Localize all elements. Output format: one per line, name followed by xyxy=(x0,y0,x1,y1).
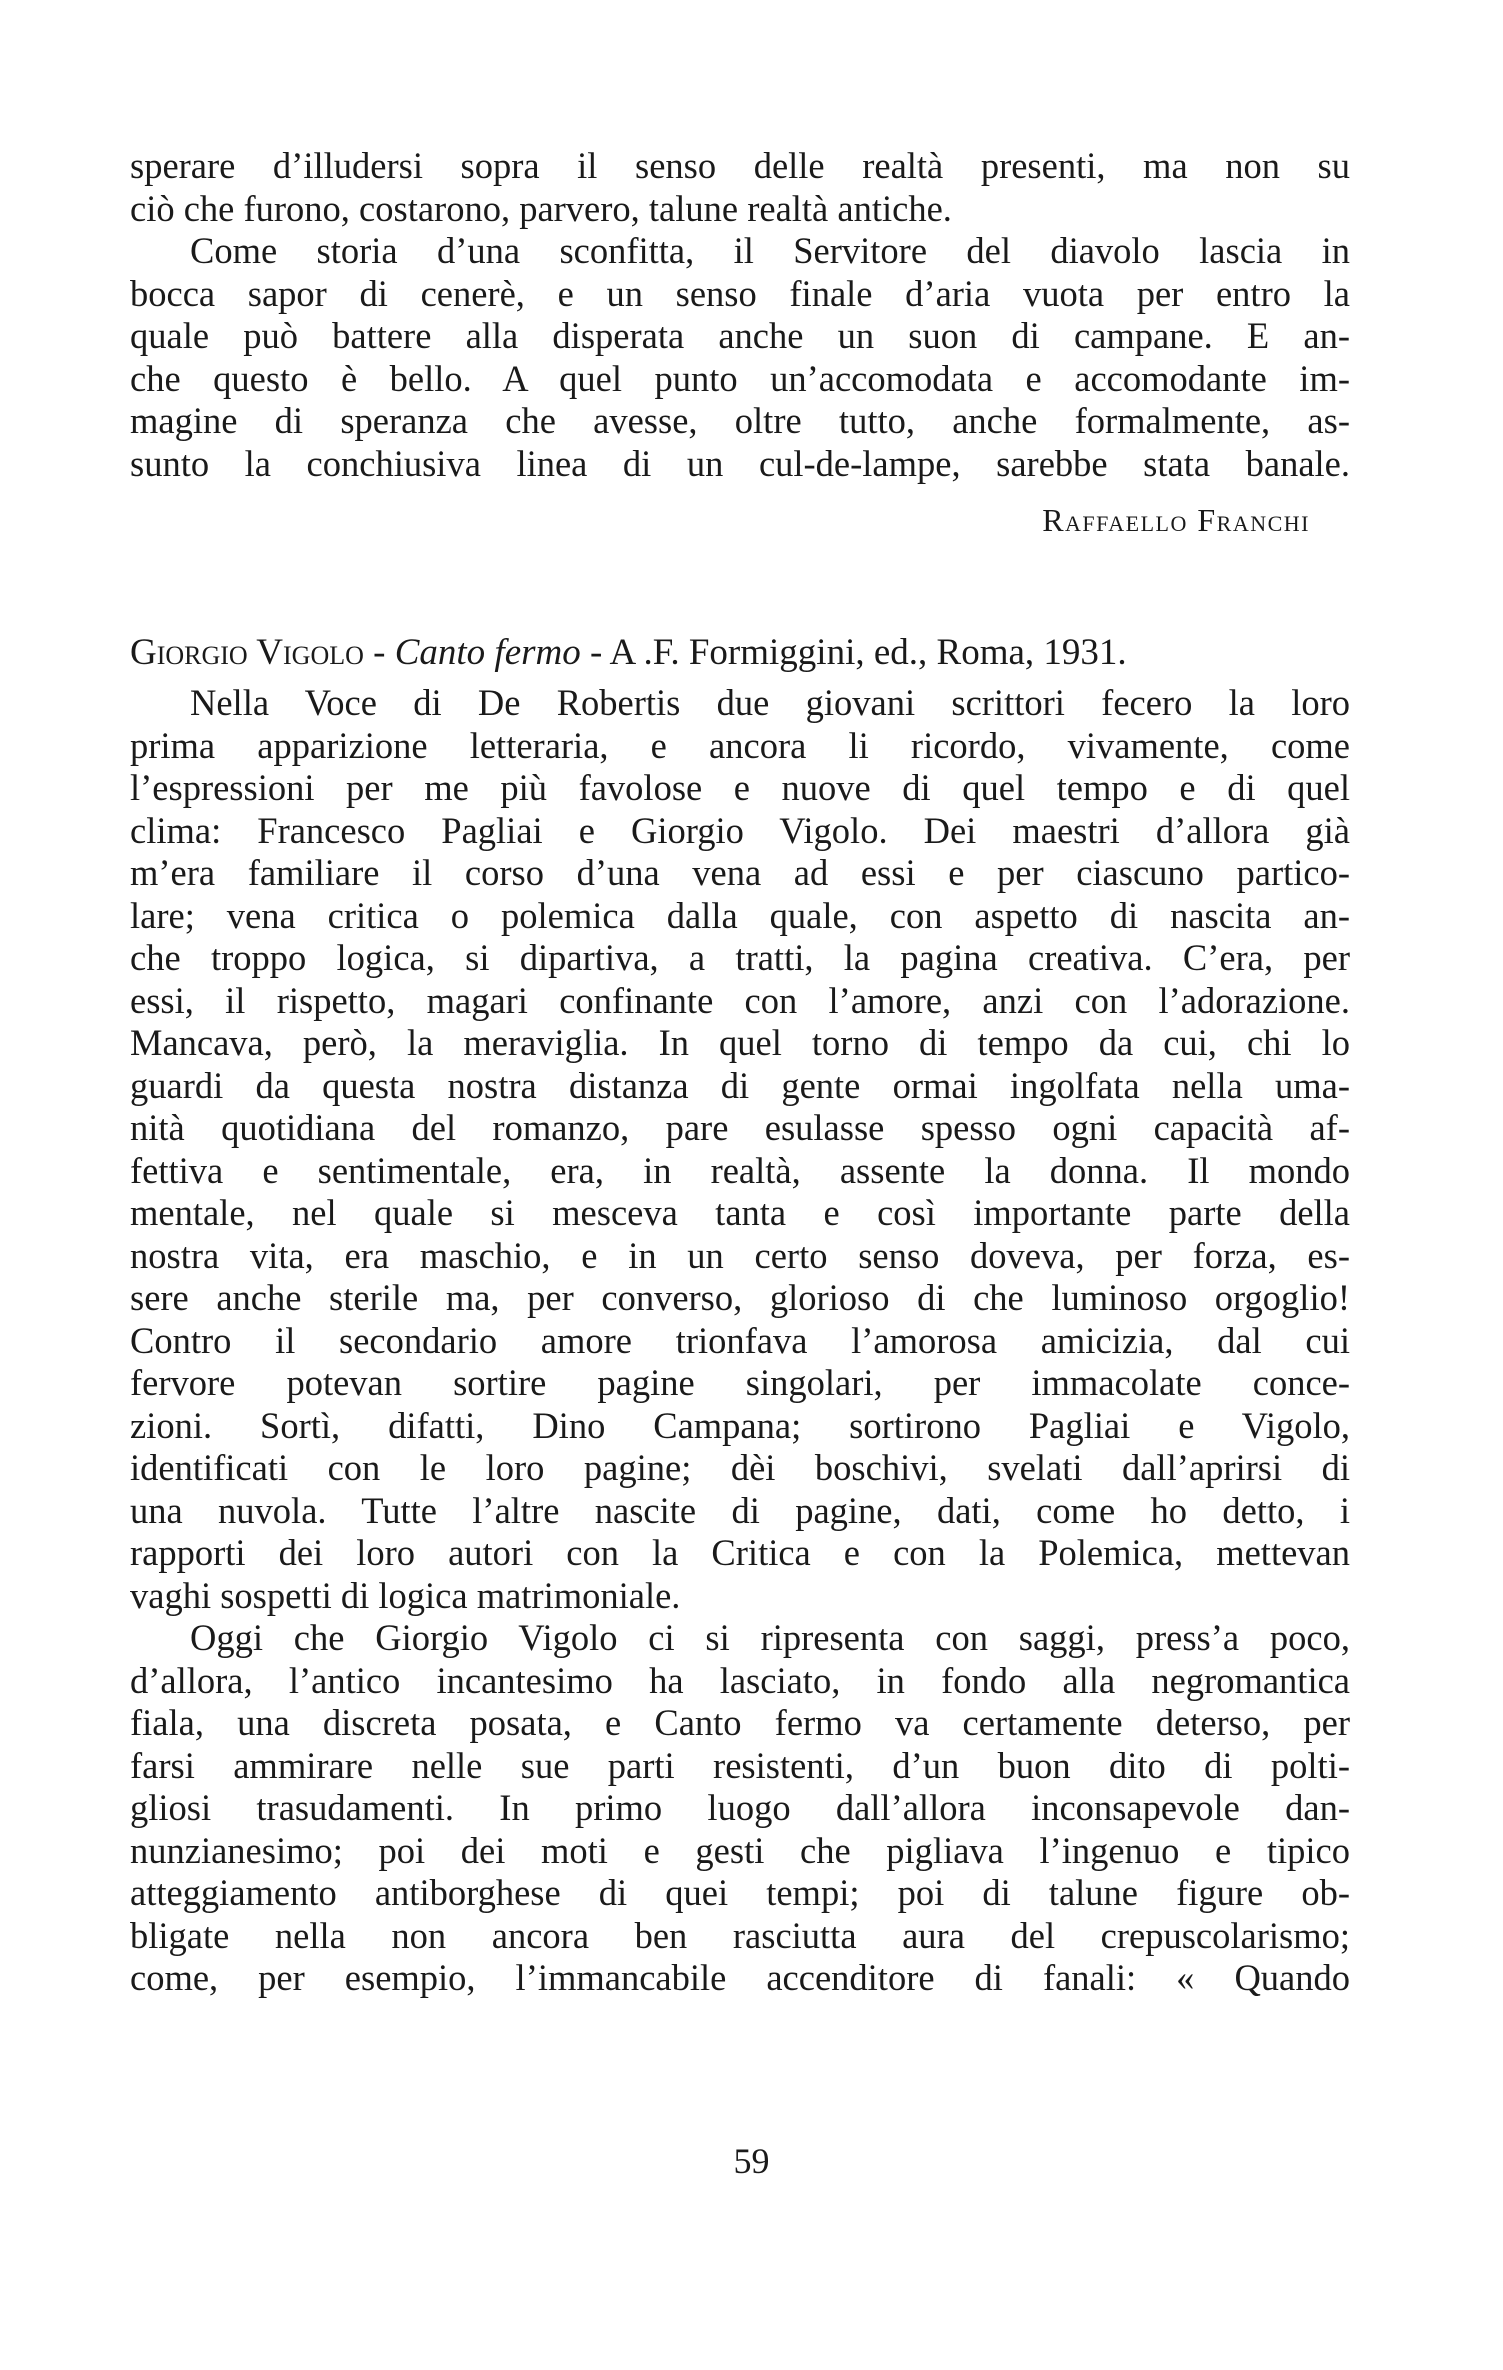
page-body xyxy=(130,145,1350,2000)
text-line: gliosi trasudamenti. In primo luogo dall’allora inconsapevole dan- xyxy=(130,1787,1350,1828)
text-line: fettiva e sentimentale, era, in realtà, assente la donna. Il mondo xyxy=(130,1149,1350,1191)
text-line: sperare d’illudersi sopra il senso delle realtà presenti, ma non su xyxy=(130,145,1350,186)
text-line: nostra vita, era maschio, e in un certo senso doveva, per forza, es- xyxy=(130,1234,1350,1276)
text-line: nità quotidiana del romanzo, pare esulasse spesso ogni capacità af- xyxy=(130,1107,1350,1148)
text-line: sunto la conchiusiva linea di un cul-de-lampe, sarebbe stata banale. xyxy=(130,442,1350,484)
review-signature: Raffaello Franchi xyxy=(1042,502,1310,538)
review-continuation xyxy=(130,145,1350,542)
text-line: Oggi che Giorgio Vigolo ci si ripresenta con saggi, press’a poco, xyxy=(190,1617,1350,1658)
text-line: Mancava, però, la meraviglia. In quel torno di tempo da cui, chi lo xyxy=(130,1022,1350,1063)
review-author: Giorgio Vigolo xyxy=(130,631,364,673)
text-line: che troppo logica, si dipartiva, a tratti, la pagina creativa. C’era, per xyxy=(130,937,1350,978)
page-number: 59 xyxy=(733,2141,770,2181)
text-line: d’allora, l’antico incantesimo ha lasciato, in fondo alla negromantica xyxy=(130,1659,1350,1701)
text-line: atteggiamento antiborghese di quei tempi; poi di talune figure ob- xyxy=(130,1872,1350,1913)
text-line: vaghi sospetti di logica matrimoniale. xyxy=(130,1574,681,1616)
text-line: ciò che furono, costarono, parvero, talune realtà antiche. xyxy=(130,187,952,229)
text-line: identificati con le loro pagine; dèi boschivi, svelati dall’aprirsi di xyxy=(130,1447,1350,1488)
heading-separator: - xyxy=(580,631,610,673)
text-line: bligate nella non ancora ben rasciutta aura del crepuscolarismo; xyxy=(130,1914,1350,1956)
text-line: rapporti dei loro autori con la Critica e con la Polemica, mettevan xyxy=(130,1532,1350,1573)
text-line: essi, il rispetto, magari confinante con l’amore, anzi con l’adorazione. xyxy=(130,979,1350,1021)
text-line: farsi ammirare nelle sue parti resistenti, d’un buon dito di polti- xyxy=(130,1744,1350,1786)
text-line: lare; vena critica o polemica dalla quale, con aspetto di nascita an- xyxy=(130,894,1350,936)
text-line: guardi da questa nostra distanza di gente ormai ingolfata nella uma- xyxy=(130,1064,1350,1106)
text-line: nunzianesimo; poi dei moti e gesti che pigliava l’ingenuo e tipico xyxy=(130,1829,1350,1871)
text-line: clima: Francesco Pagliai e Giorgio Vigolo. Dei maestri d’allora già xyxy=(130,809,1350,851)
text-line: fiala, una discreta posata, e Canto fermo va certamente deterso, per xyxy=(130,1702,1350,1743)
text-line: zioni. Sortì, difatti, Dino Campana; sortirono Pagliai e Vigolo, xyxy=(130,1404,1350,1446)
text-line: che questo è bello. A quel punto un’accomodata e accomodante im- xyxy=(130,357,1350,399)
text-line: sere anche sterile ma, per converso, glorioso di che luminoso orgoglio! xyxy=(130,1277,1350,1318)
text-line: magine di speranza che avesse, oltre tutto, anche formalmente, as- xyxy=(130,400,1350,441)
review-book-title: Canto fermo xyxy=(394,631,581,673)
text-line: Contro il secondario amore trionfava l’amorosa amicizia, dal cui xyxy=(130,1319,1350,1361)
review-paragraph-1 xyxy=(130,682,1350,1617)
review-heading xyxy=(130,632,1350,675)
review-publisher: A .F. Formiggini, ed., Roma, 1931. xyxy=(609,631,1127,673)
text-line: fervore potevan sortire pagine singolari, per immacolate conce- xyxy=(130,1362,1350,1403)
text-line: l’espressioni per me più favolose e nuove di quel tempo e di quel xyxy=(130,767,1350,808)
text-line: mentale, nel quale si mesceva tanta e così importante parte della xyxy=(130,1192,1350,1233)
text-line: Come storia d’una sconfitta, il Servitore del diavolo lascia in xyxy=(190,230,1350,271)
text-line: una nuvola. Tutte l’altre nascite di pagine, dati, come ho detto, i xyxy=(130,1489,1350,1531)
text-line: m’era familiare il corso d’una vena ad essi e per ciascuno partico- xyxy=(130,852,1350,893)
text-line: bocca sapor di cenerè, e un senso finale d’aria vuota per entro la xyxy=(130,272,1350,314)
review-paragraph-2 xyxy=(130,1617,1350,2000)
text-line: come, per esempio, l’immancabile accenditore di fanali: « Quando xyxy=(130,1957,1350,1998)
heading-separator: - xyxy=(363,631,395,673)
text-line: prima apparizione letteraria, e ancora li ricordo, vivamente, come xyxy=(130,724,1350,766)
text-line: Nella Voce di De Robertis due giovani scrittori fecero la loro xyxy=(190,682,1350,723)
text-line: quale può battere alla disperata anche un suon di campane. E an- xyxy=(130,315,1350,356)
